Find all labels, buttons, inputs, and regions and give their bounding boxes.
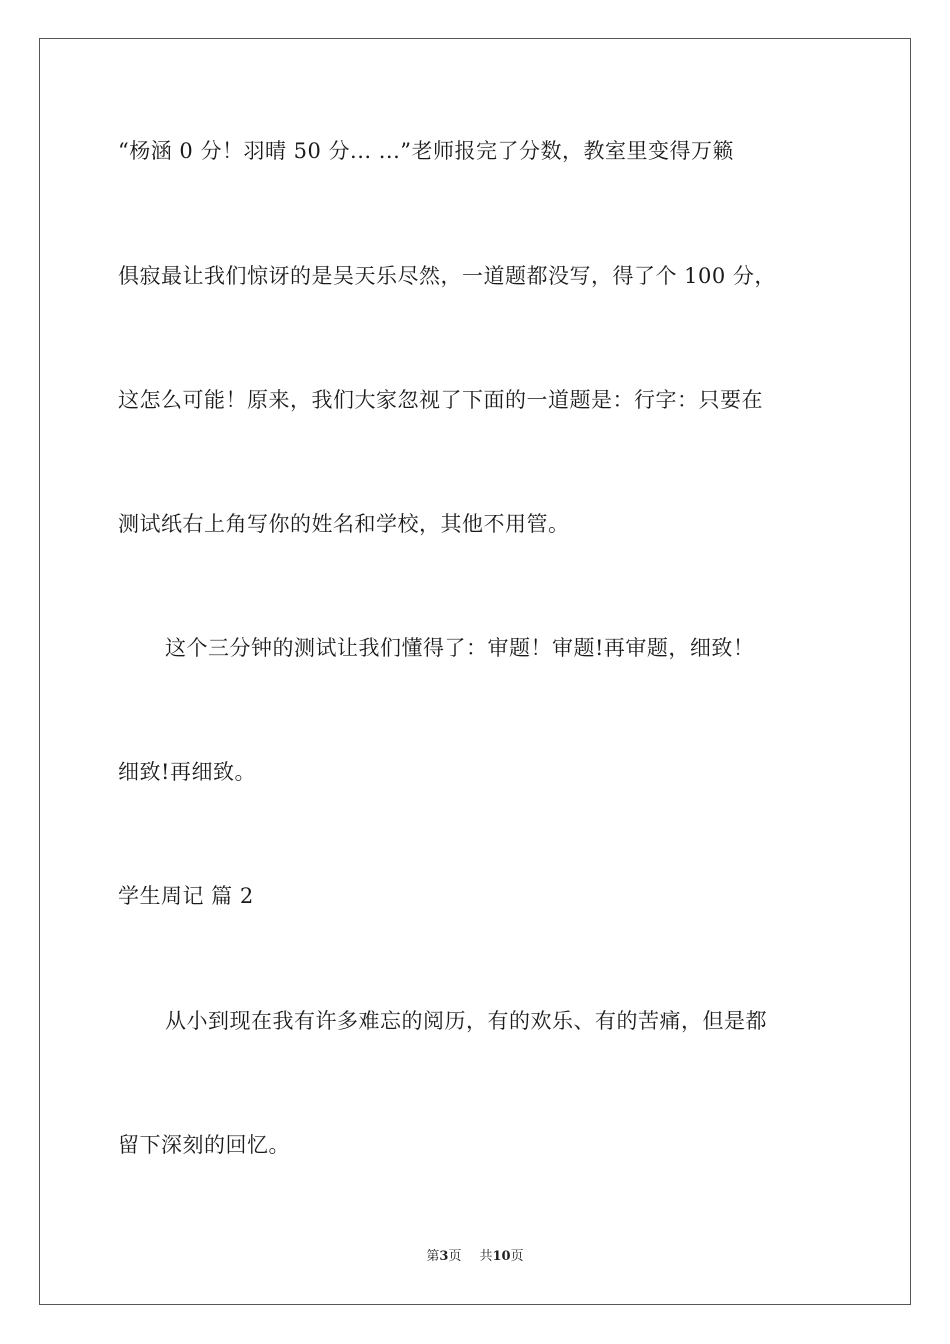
page-prefix: 第: [426, 1249, 440, 1264]
paragraph-line-7: 从小到现在我有许多难忘的阅历，有的欢乐、有的苦痛，但是都: [165, 1009, 767, 1033]
section-heading: 学生周记 篇 2: [118, 884, 254, 908]
paragraph-line-4: 测试纸右上角写你的姓名和学校，其他不用管。: [118, 512, 570, 536]
paragraph-line-2: 俱寂最让我们惊讶的是吴天乐尽然，一道题都没写，得了个 100 分，: [118, 264, 776, 288]
paragraph-line-3: 这怎么可能！原来，我们大家忽视了下面的一道题是：行字：只要在: [118, 388, 763, 412]
paragraph-line-5: 这个三分钟的测试让我们懂得了：审题！审题!再审题，细致！: [165, 636, 755, 660]
paragraph-line-8: 留下深刻的回忆。: [118, 1133, 290, 1157]
paragraph-line-6: 细致!再细致。: [118, 760, 256, 784]
total-prefix: 共: [479, 1249, 493, 1264]
total-suffix: 页: [510, 1249, 524, 1264]
page-footer: [0, 1248, 950, 1266]
page-suffix: 页: [448, 1249, 462, 1264]
page-current: 3: [439, 1249, 449, 1264]
page-total: 10: [492, 1249, 511, 1264]
paragraph-line-1: “杨涵 0 分！羽晴 50 分... ...”老师报完了分数，教室里变得万籁: [118, 139, 734, 163]
page-border: [39, 38, 911, 1305]
